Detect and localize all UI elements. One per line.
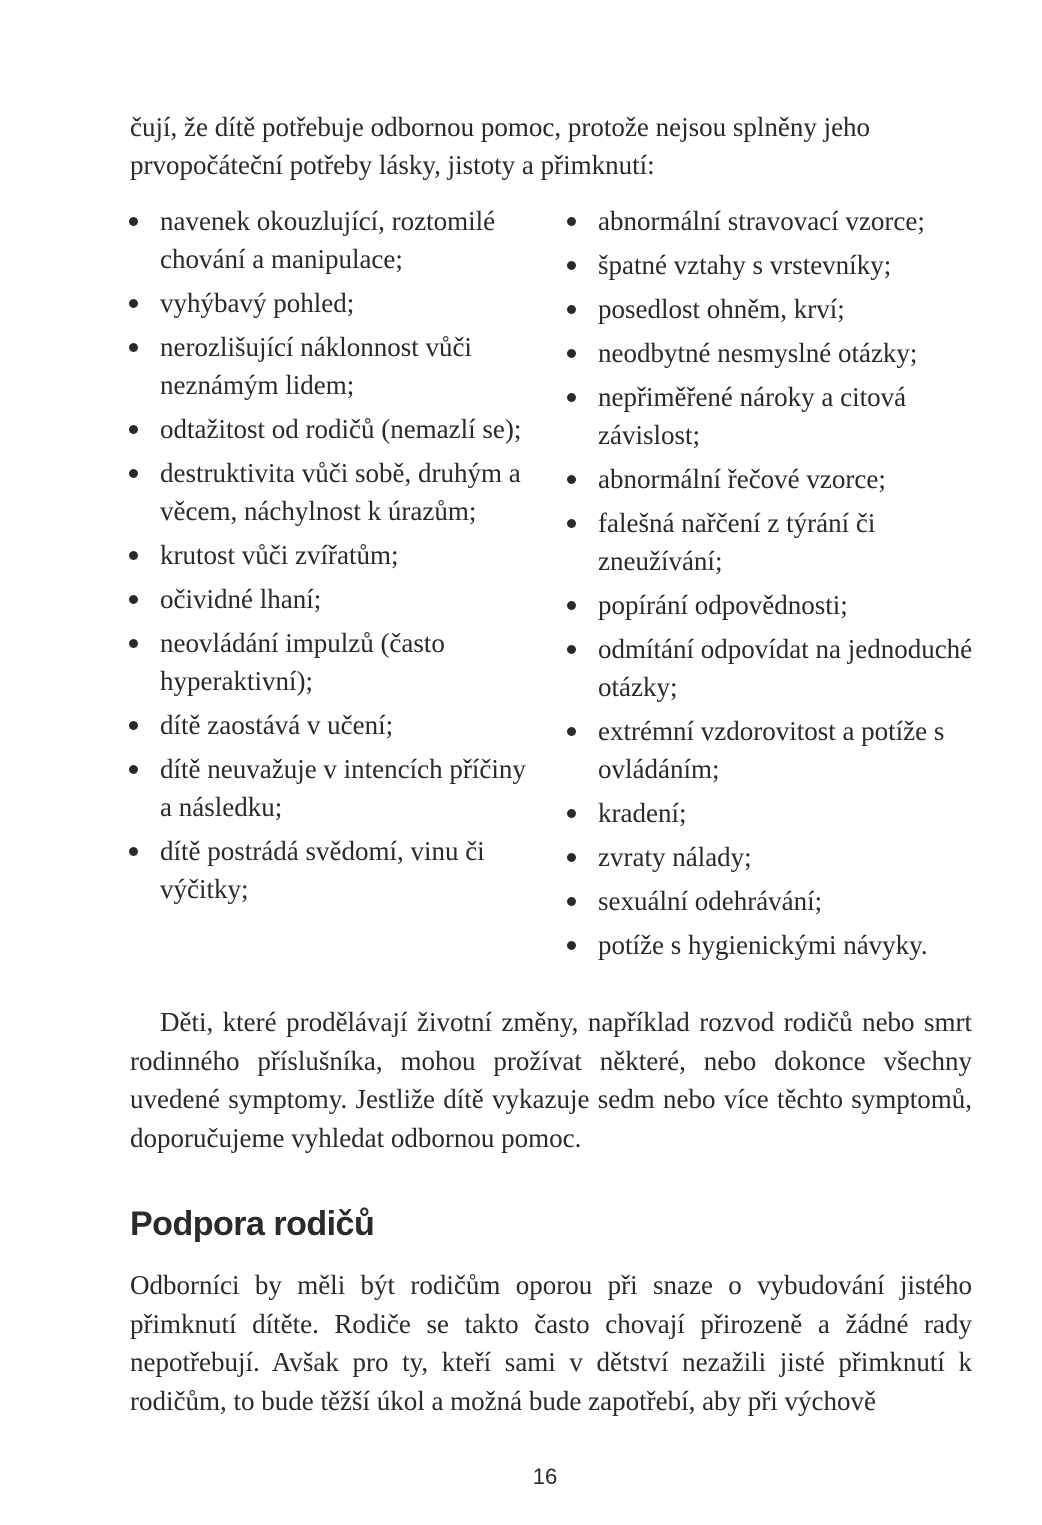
intro-paragraph: čují, že dítě potřebuje odbornou pomoc, protože nejsou splněny jeho prvopočáteční potřeby lásky, jistoty a přimknutí:	[130, 112, 871, 180]
page-number: 16	[532, 1464, 558, 1489]
list-item: abnormální řečové vzorce;	[566, 460, 976, 498]
list-item: dítě neuvažuje v intencích příčiny a následku;	[128, 750, 540, 826]
list-item: krutost vůči zvířatům;	[128, 536, 540, 574]
list-item: potíže s hygienickými návyky.	[566, 926, 976, 964]
list-item: sexuální odehrávání;	[566, 882, 976, 920]
section-heading: Podpora rodičů	[130, 1205, 375, 1243]
list-item: destruktivita vůči sobě, druhým a věcem, náchylnost k úrazům;	[128, 454, 540, 530]
list-item: očividné lhaní;	[128, 580, 540, 618]
list-item: odtažitost od rodičů (nemazlí se);	[128, 410, 540, 448]
list-item: neodbytné nesmyslné otázky;	[566, 334, 976, 372]
list-item: abnormální stravovací vzorce;	[566, 202, 976, 240]
list-item: nerozlišující náklonnost vůči neznámým lidem;	[128, 328, 540, 404]
list-item: vyhýbavý pohled;	[128, 284, 540, 322]
list-item: popírání odpovědnosti;	[566, 586, 976, 624]
list-item: dítě zaostává v učení;	[128, 706, 540, 744]
list-item: zvraty nálady;	[566, 838, 976, 876]
list-item: falešná nařčení z týrání či zneužívání;	[566, 504, 976, 580]
life-changes-paragraph: Děti, které prodělávají životní změny, například rozvod rodičů nebo smrt rodinného příslušníka, mohou prožívat některé, nebo dokonce všechny uvedené symptomy. Jestliže dítě vykazuje sedm nebo více těchto symptomů, doporučujeme vyhledat odbornou pomoc.	[130, 1007, 972, 1153]
list-item: extrémní vzdorovitost a potíže s ovládáním;	[566, 712, 976, 788]
list-item: nepřiměřené nároky a citová závislost;	[566, 378, 976, 454]
symptom-list-right	[566, 202, 976, 970]
symptom-list-left	[128, 202, 540, 914]
list-item: dítě postrádá svědomí, vinu či výčitky;	[128, 832, 540, 908]
list-item: odmítání odpovídat na jednoduché otázky;	[566, 630, 976, 706]
parent-support-paragraph: Odborníci by měli být rodičům oporou při snaze o vybudování jistého přimknutí dítěte. Rodiče se takto často chovají přirozeně a žádné rady nepotřebují. Avšak pro ty, kteří sami v dětství nezažili jisté přimknutí k rodičům, to bude těžší úkol a možná bude zapotřebí, aby při výchově	[130, 1270, 972, 1416]
list-item: neovládání impulzů (často hyperaktivní);	[128, 624, 540, 700]
list-item: posedlost ohněm, krví;	[566, 290, 976, 328]
list-item: kradení;	[566, 794, 976, 832]
list-item: špatné vztahy s vrstevníky;	[566, 246, 976, 284]
list-item: navenek okouzlující, roztomilé chování a manipulace;	[128, 202, 540, 278]
